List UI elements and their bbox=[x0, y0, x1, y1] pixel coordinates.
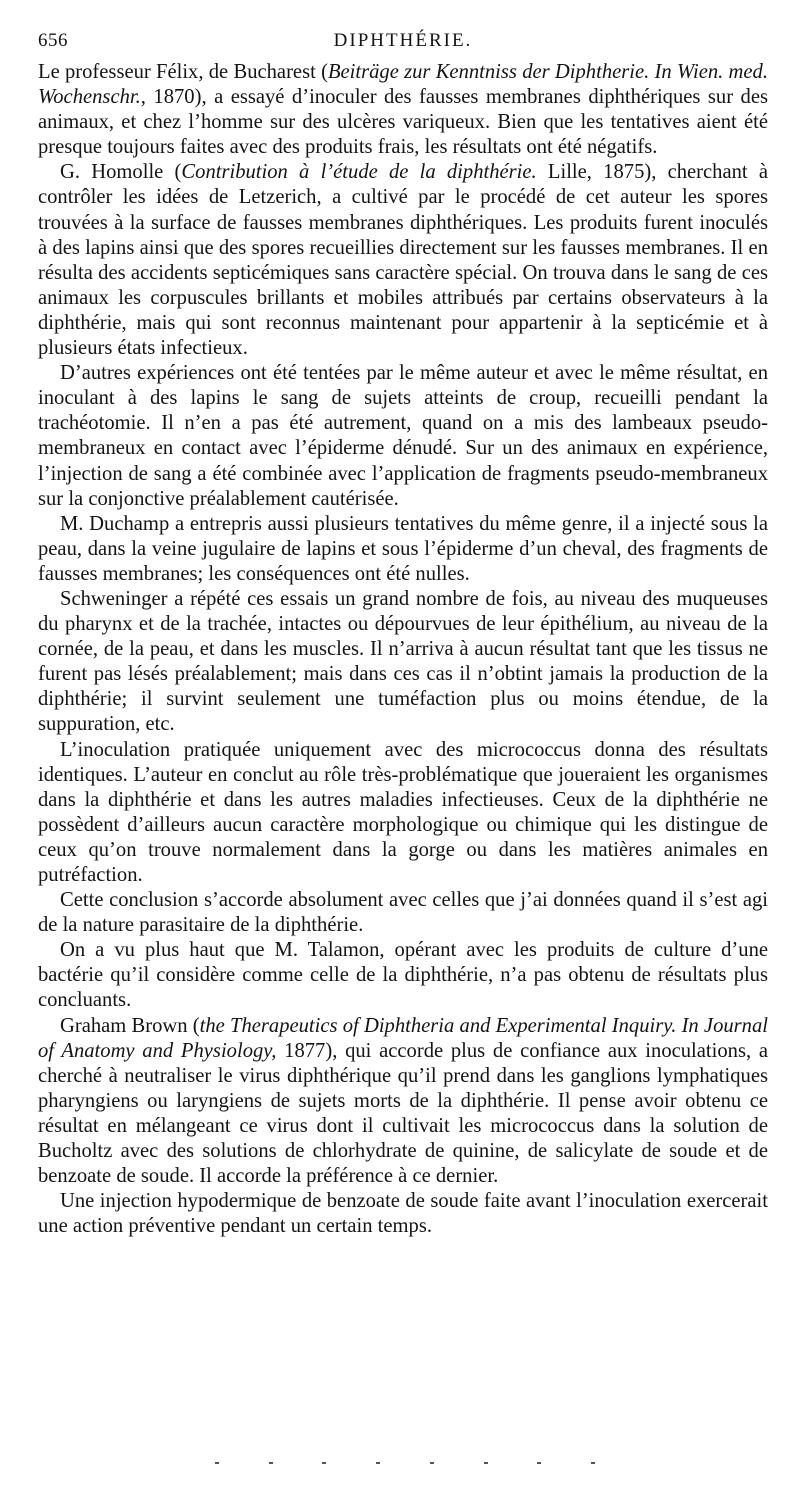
text-run: Graham Brown ( bbox=[60, 1014, 200, 1037]
paragraph bbox=[38, 160, 768, 361]
text-run: D’autres expériences ont été tentées par le même auteur et avec le même résultat, en inoculant à des lapins le sang de sujets atteints de croup, recueilli pendant la trachéotomie. Il n’en a pas été autrement, quand on a mis des lambeaux pseudo-membraneux en contact avec l’épiderme dénudé. Sur un des animaux en expérience, l’injection de sang a été combinée avec l’application de fragments pseudo-membraneux sur la conjonctive préalablement cautérisée. bbox=[38, 362, 768, 510]
paragraph bbox=[38, 888, 768, 938]
text-run: Une injection hypodermique de benzoate de soude faite avant l’inoculation exercerait une action préventive pendant un certain temps. bbox=[38, 1190, 768, 1238]
print-mark bbox=[322, 1462, 326, 1464]
italic-citation: Beiträge zur Kenntniss der Diphtherie. In Wien. med. Wochenschr. bbox=[38, 61, 769, 109]
print-mark bbox=[215, 1462, 219, 1464]
page-header bbox=[38, 26, 768, 56]
text-run: G. Homolle ( bbox=[60, 161, 182, 184]
page-number: 656 bbox=[38, 30, 68, 51]
text-run: , 1870), a essayé d’inoculer des fausses membranes diphthériques sur des animaux, et chez l’homme sur des ulcères variqueux. Bien que les tentatives aient été presque toujours faites avec des produits frais, les résultats ont été négatifs. bbox=[38, 86, 768, 159]
text-run: 1877), qui accorde plus de confiance aux inoculations, a cherché à neutraliser le virus diphthérique qu’il prend dans les ganglions lymphatiques pharyngiens ou laryngiens de sujets morts de la diphthérie. Il pense avoir obtenu ce résultat en mélangeant ce virus dont il cultivait les micrococcus dans la solution de Bucholtz avec des solutions de chlorhydrate de quinine, de salicylate de soude et de benzoate de soude. Il accorde la préférence à ce dernier. bbox=[38, 1039, 768, 1188]
paragraph bbox=[38, 1014, 768, 1190]
italic-citation: the Therapeutics of Diphtheria and Experimental Inquiry. In Journal of Anatomy and Physiology, bbox=[38, 1014, 768, 1062]
text-run: Le professeur Félix, de Bucharest ( bbox=[38, 61, 328, 83]
print-mark bbox=[430, 1462, 434, 1464]
paragraph bbox=[38, 587, 768, 738]
book-page bbox=[38, 26, 768, 1239]
text-run: Cette conclusion s’accorde absolument avec celles que j’ai données quand il s’est agi de la nature parasitaire de la diphthérie. bbox=[38, 889, 768, 937]
text-run: M. Duchamp a entrepris aussi plusieurs tentatives du même genre, il a injecté sous la peau, dans la veine jugulaire de lapins et sous l’épiderme d’un cheval, des fragments de fausses membranes; les conséquences ont été nulles. bbox=[38, 512, 768, 585]
body-text bbox=[38, 60, 768, 1239]
paragraph bbox=[38, 361, 768, 512]
paragraph bbox=[38, 60, 768, 160]
text-run: Lille, 1875), cherchant à contrôler les idées de Letzerich, a cultivé par le procédé de cet auteur les spores trouvées à la surface de fausses membranes diphthériques. Les produits furent inoculés à des lapins ainsi que des spores recueillies directement sur les fausses membranes. Il en résulta des accidents septicémiques sans caractère spécial. On trouva dans le sang de ces animaux les corpuscules brillants et mobiles attribués par certains observateurs à la diphthérie, mais qui sont reconnus maintenant pour appartenir à la septicémie et à plusieurs états infectieux. bbox=[38, 161, 768, 360]
paragraph bbox=[38, 1189, 768, 1239]
print-mark bbox=[484, 1462, 488, 1464]
footer-print-marks bbox=[215, 1462, 595, 1468]
text-run: On a vu plus haut que M. Talamon, opérant avec les produits de culture d’une bactérie qu’il considère comme celle de la diphthérie, n’a pas obtenu de résultats plus concluants. bbox=[38, 939, 768, 1012]
running-title: DIPHTHÉRIE. bbox=[333, 30, 473, 51]
text-run: Schweninger a répété ces essais un grand nombre de fois, au niveau des muqueuses du pharynx et de la trachée, intactes ou dépourvues de leur épithélium, au niveau de la cornée, de la peau, et dans les muscles. Il n’arriva à aucun résultat tant que les tissus ne furent pas lésés préalablement; mais dans ces cas il n’obtint jamais la production de la diphthérie; il survint seulement une tuméfaction plus ou moins étendue, de la suppuration, etc. bbox=[38, 587, 768, 736]
print-mark bbox=[591, 1462, 595, 1464]
print-mark bbox=[376, 1462, 380, 1464]
paragraph bbox=[38, 512, 768, 587]
print-mark bbox=[537, 1462, 541, 1464]
print-mark bbox=[269, 1462, 273, 1464]
italic-citation: Contribution à l’étude de la diphthérie. bbox=[181, 161, 537, 184]
paragraph bbox=[38, 938, 768, 1013]
text-run: L’inoculation pratiquée uniquement avec des micrococcus donna des résultats identiques. L’auteur en conclut au rôle très-problématique que joueraient les organismes dans la diphthérie et dans les autres maladies infectieuses. Ceux de la diphthérie ne possèdent d’ailleurs aucun caractère morphologique ou chimique qui les distingue de ceux qu’on trouve normalement dans la gorge ou dans les matières animales en putréfaction. bbox=[38, 738, 768, 886]
paragraph bbox=[38, 738, 768, 889]
